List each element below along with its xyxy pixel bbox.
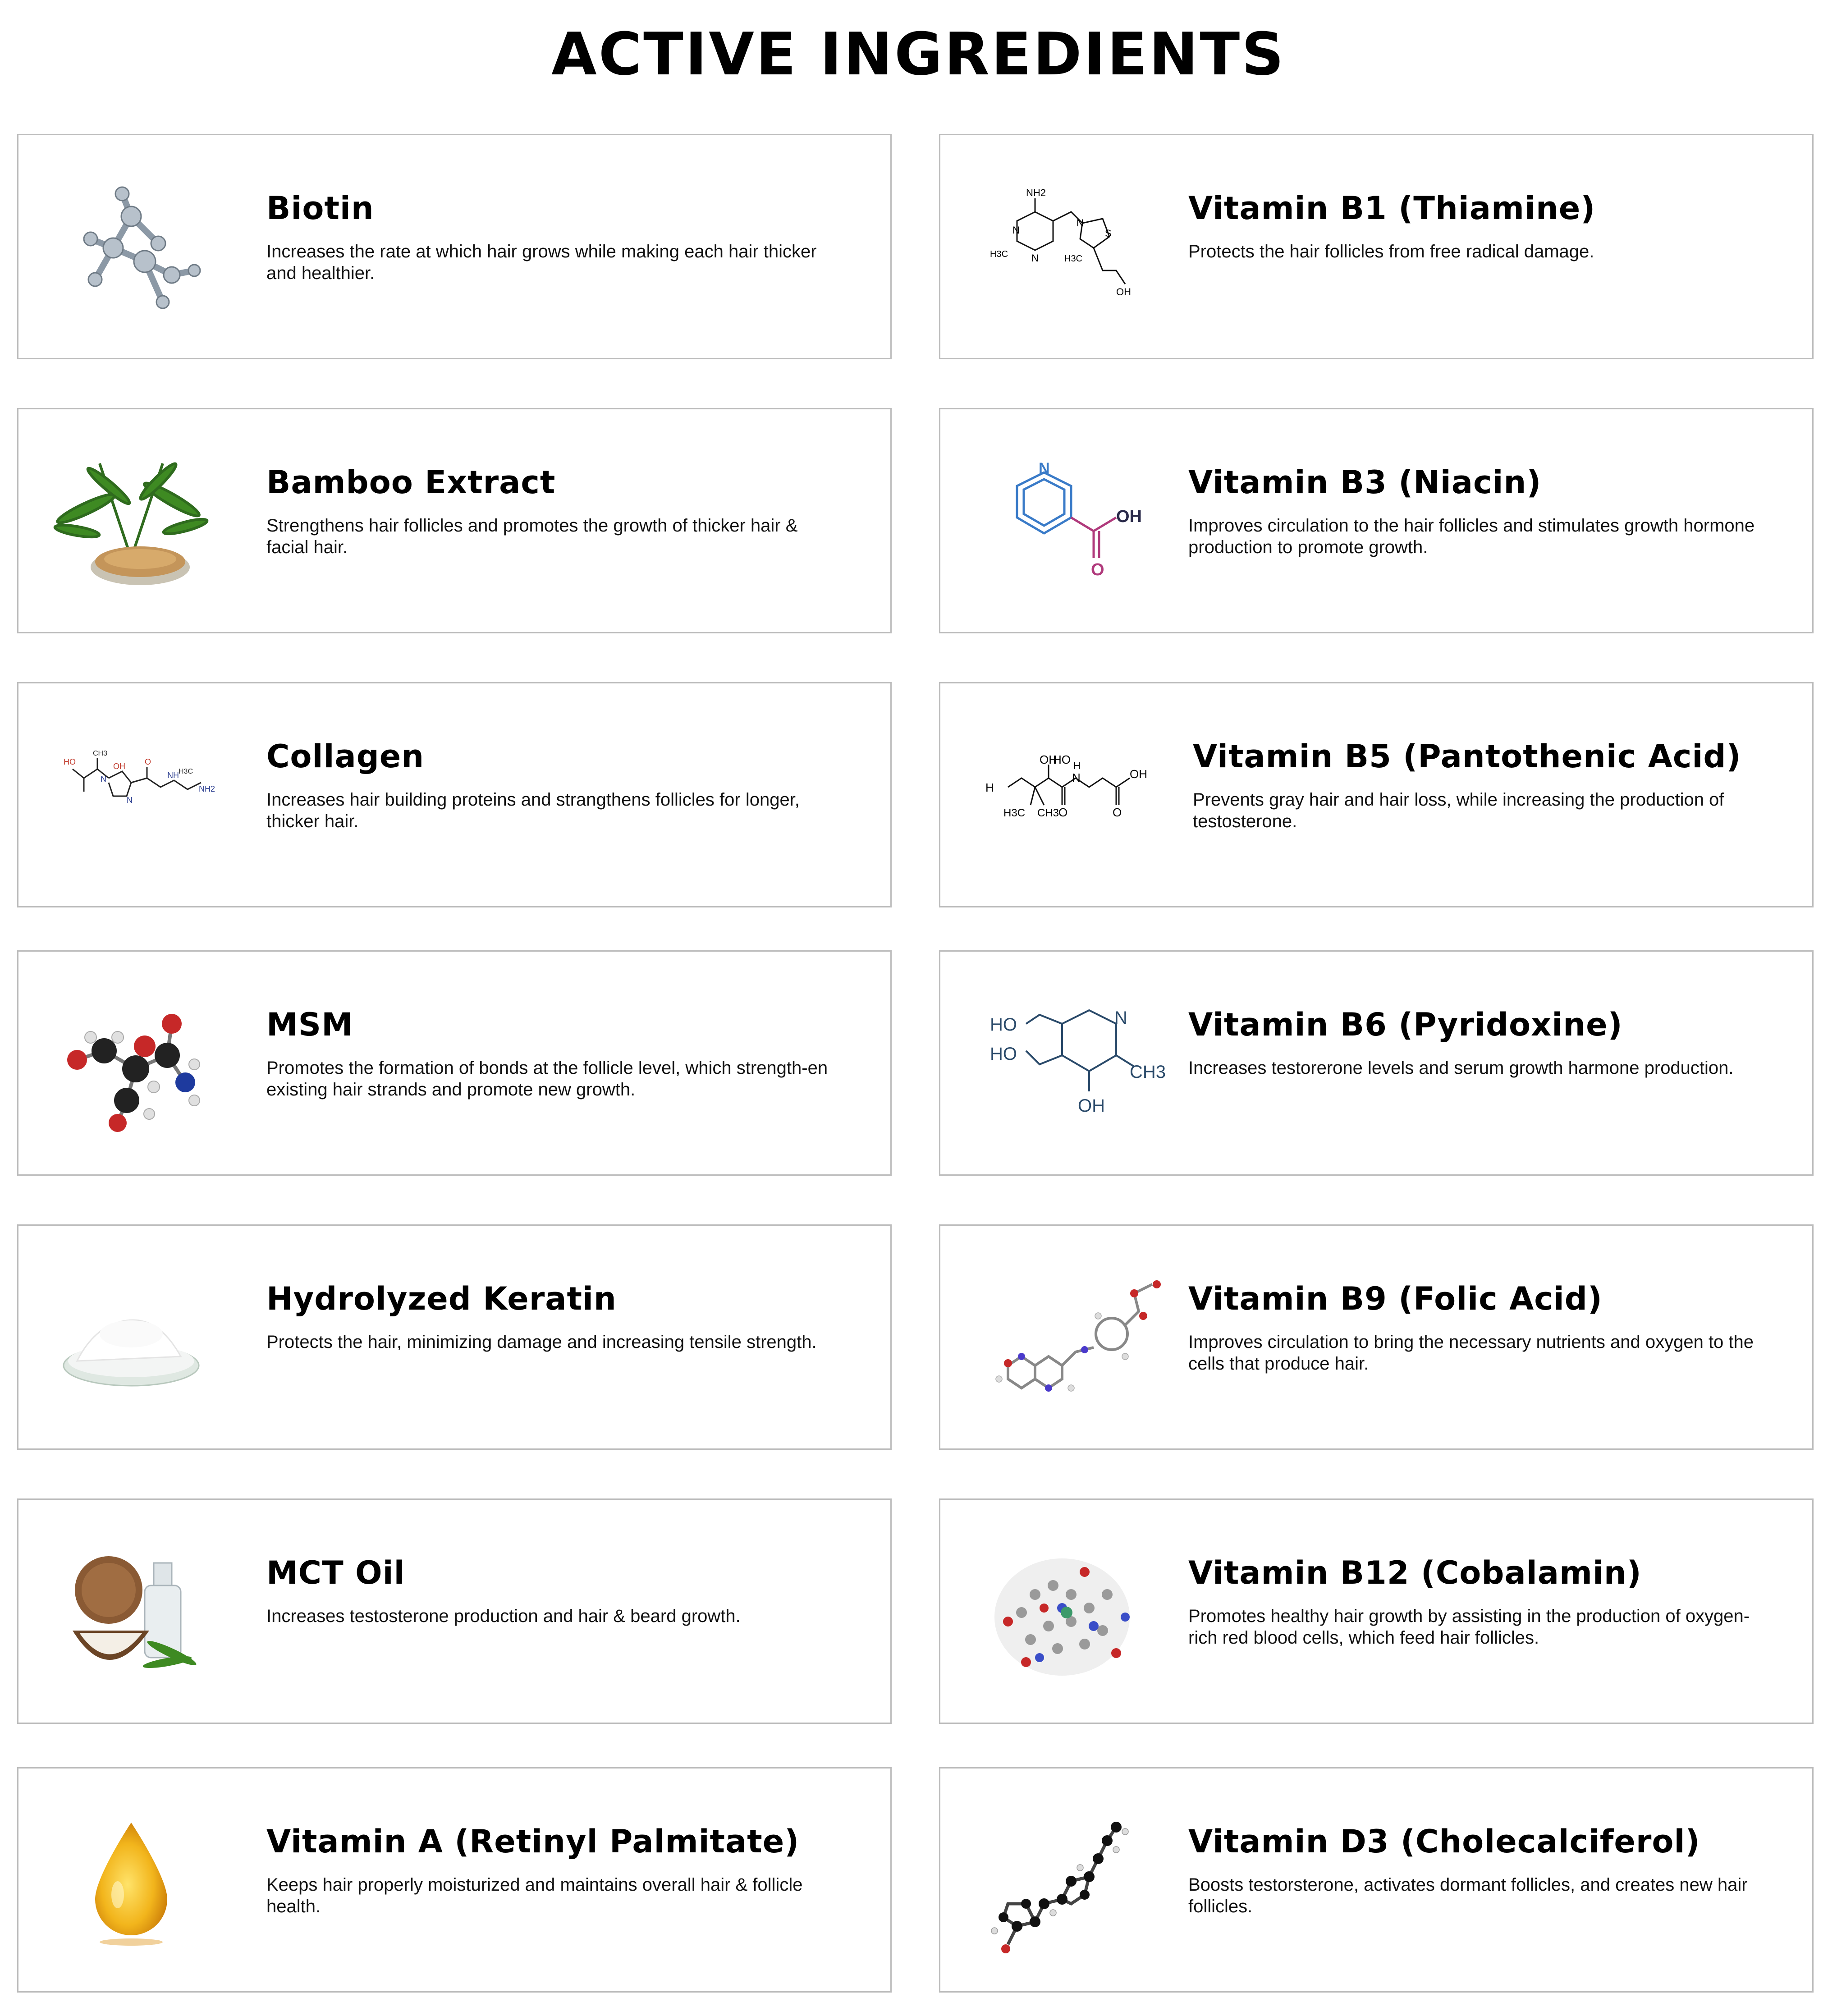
ingredient-card-vitamin-b6	[939, 950, 1814, 1176]
ingredient-name: MSM	[266, 1006, 353, 1043]
ingredient-name: Vitamin B9 (Folic Acid)	[1188, 1280, 1603, 1317]
ingredient-name: Biotin	[266, 190, 374, 227]
cholecalciferol-molecule-icon	[981, 1814, 1125, 1949]
ingredient-name: Vitamin D3 (Cholecalciferol)	[1188, 1823, 1700, 1860]
molecule-label: OH	[1116, 507, 1142, 526]
msm-molecule-icon	[59, 997, 203, 1132]
ingredient-description: Promotes the formation of bonds at the follicle level, which strength-en existing hair strands and promote new growth.	[266, 1058, 828, 1100]
ingredient-description: Boosts testorsterone, activates dormant follicles, and creates new hair follicles.	[1188, 1875, 1748, 1916]
ingredient-name: Vitamin A (Retinyl Palmitate)	[266, 1823, 800, 1860]
molecule-label: CH3	[1130, 1062, 1166, 1082]
molecule-label: N	[1077, 217, 1084, 229]
molecule-label: O	[145, 757, 151, 766]
ingredient-card-msm	[17, 950, 892, 1176]
ingredient-card-collagen	[17, 682, 892, 907]
molecule-label: N	[127, 796, 133, 805]
molecule-label: H3C	[1003, 807, 1026, 819]
ingredient-card-vitamin-b5	[939, 682, 1814, 907]
ingredient-name: Collagen	[266, 738, 425, 775]
molecule-label: N	[1114, 1008, 1127, 1028]
oil-drop-icon	[59, 1814, 203, 1949]
ingredient-card-vitamin-b12	[939, 1498, 1814, 1724]
ingredient-description: Increases hair building proteins and strangthens follicles for longer, thicker hair.	[266, 790, 800, 831]
molecule-label: N	[1031, 252, 1039, 264]
ingredient-card-vitamin-a	[17, 1767, 892, 1993]
molecule-label: CH3	[1037, 807, 1059, 819]
molecule-label: O	[1091, 560, 1104, 579]
molecule-label: OH	[1078, 1096, 1105, 1116]
ingredient-card-hydrolyzed-keratin	[17, 1224, 892, 1450]
molecule-label: OH	[1116, 286, 1131, 298]
pantothenic-structure-icon	[981, 729, 1147, 864]
molecule-label: N	[1012, 225, 1020, 236]
molecule-3d-icon	[59, 180, 203, 316]
ingredient-name: Bamboo Extract	[266, 464, 556, 501]
molecule-label: H3C	[990, 249, 1008, 259]
molecule-label: H	[1073, 760, 1081, 771]
ingredient-description: Keeps hair properly moisturized and maintains overall hair & follicle health.	[266, 1875, 803, 1916]
ingredient-card-bamboo-extract	[17, 408, 892, 633]
ingredient-card-vitamin-b1	[939, 134, 1814, 359]
cobalamin-molecule-icon	[981, 1545, 1125, 1680]
ingredient-card-biotin	[17, 134, 892, 359]
molecule-label: H3C	[1064, 254, 1083, 264]
molecule-label: O	[1113, 806, 1122, 819]
ingredient-name: MCT Oil	[266, 1554, 405, 1591]
pyridoxine-structure-icon	[981, 997, 1166, 1132]
ingredient-description: Protects the hair, minimizing damage and increasing tensile strength.	[266, 1332, 817, 1352]
ingredient-card-vitamin-b3	[939, 408, 1814, 633]
thiamine-structure-icon	[981, 180, 1131, 316]
molecule-label: O	[1058, 806, 1068, 819]
niacin-structure-icon	[981, 454, 1142, 590]
ingredient-card-vitamin-d3	[939, 1767, 1814, 1993]
ingredient-description: Protects the hair follicles from free radical damage.	[1188, 242, 1594, 261]
keratin-powder-icon	[59, 1271, 203, 1406]
ingredient-description: Improves circulation to the hair follicles and stimulates growth hormone production to promote growth.	[1188, 516, 1755, 557]
ingredient-description: Increases the rate at which hair grows while making each hair thicker and healthier.	[266, 242, 817, 283]
molecule-label: OH	[1130, 767, 1147, 781]
molecule-label: N	[1039, 460, 1050, 477]
ingredient-card-mct-oil	[17, 1498, 892, 1724]
molecule-label: S	[1105, 228, 1112, 239]
ingredient-name: Vitamin B5 (Pantothenic Acid)	[1193, 738, 1741, 775]
molecule-label: HO	[1053, 753, 1071, 766]
ingredient-name: Vitamin B1 (Thiamine)	[1188, 190, 1596, 227]
molecule-label: H	[985, 781, 994, 794]
coconut-oil-icon	[59, 1545, 203, 1680]
ingredient-name: Hydrolyzed Keratin	[266, 1280, 617, 1317]
ingredient-name: Vitamin B3 (Niacin)	[1188, 464, 1542, 501]
ingredient-description: Improves circulation to bring the necessary nutrients and oxygen to the cells that produce hair.	[1188, 1332, 1754, 1374]
ingredient-name: Vitamin B12 (Cobalamin)	[1188, 1554, 1642, 1591]
molecule-label: NH	[167, 771, 179, 780]
molecule-label: OH	[113, 762, 125, 771]
molecule-label: CH3	[93, 750, 108, 757]
ingredient-card-vitamin-b9	[939, 1224, 1814, 1450]
ingredient-description: Increases testosterone production and hair & beard growth.	[266, 1606, 741, 1626]
ingredient-description: Increases testorerone levels and serum growth harmone production.	[1188, 1058, 1734, 1078]
molecule-label: NH2	[1026, 187, 1046, 198]
molecule-label: OH	[1040, 753, 1057, 766]
molecule-label: HO	[64, 757, 76, 766]
ingredient-description: Promotes healthy hair growth by assisting in the production of oxygen-rich red blood cells, which feed hair follicles.	[1188, 1606, 1750, 1648]
molecule-label: H3C	[179, 768, 193, 775]
ingredient-description: Prevents gray hair and hair loss, while increasing the production of testosterone.	[1193, 790, 1724, 831]
folic-acid-molecule-icon	[981, 1271, 1125, 1406]
page-title: ACTIVE INGREDIENTS	[551, 20, 1286, 88]
molecule-label: HO	[990, 1044, 1017, 1064]
ingredient-description: Strengthens hair follicles and promotes the growth of thicker hair & facial hair.	[266, 516, 798, 557]
molecule-label: NH2	[199, 784, 215, 793]
molecule-label: HO	[990, 1015, 1017, 1035]
ingredient-name: Vitamin B6 (Pyridoxine)	[1188, 1006, 1623, 1043]
bamboo-powder-icon	[59, 454, 203, 590]
molecule-label: N	[1072, 771, 1081, 784]
molecule-label: N	[101, 774, 106, 783]
collagen-structure-icon	[59, 729, 215, 864]
